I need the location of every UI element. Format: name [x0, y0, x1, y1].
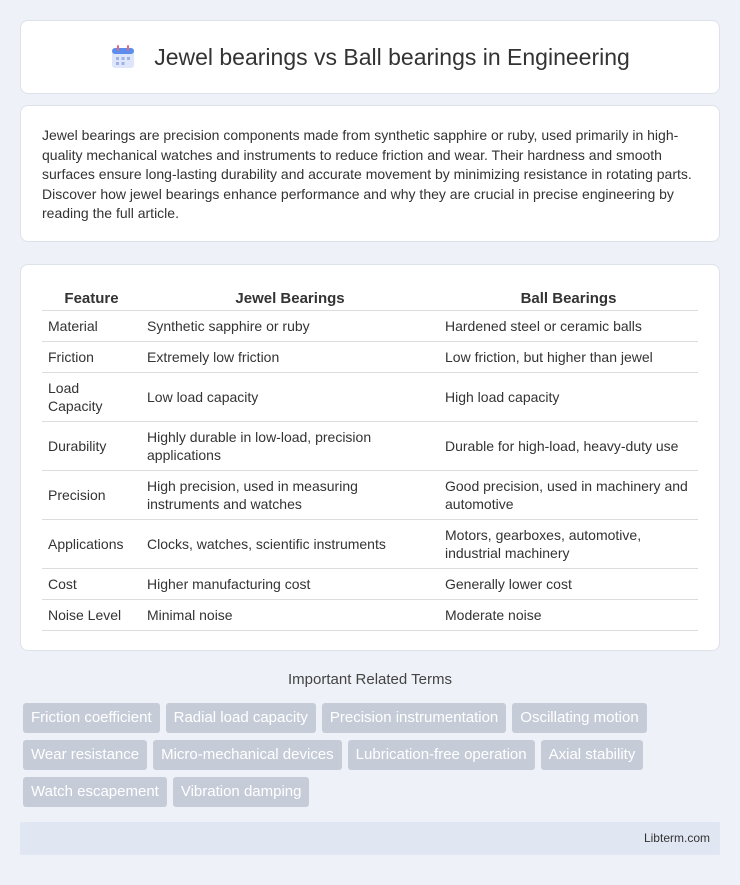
- table-row: [42, 422, 698, 471]
- tag-watch-escapement[interactable]: Watch escapement: [23, 777, 167, 807]
- row-ball: Motors, gearboxes, automotive, industrial machinery: [439, 520, 698, 569]
- intro-text: Jewel bearings are precision components made from synthetic sapphire or ruby, used primarily in high-quality mechanical watches and instruments to reduce friction and wear. Their hardness and smooth surfaces ensure long-lasting durability and accurate movement by minimizing resistance in rotating parts. Discover how jewel bearings enhance performance and why they are crucial in precise engineering by reading the full article.: [42, 127, 692, 221]
- header-card: [20, 20, 720, 94]
- tag-axial-stability[interactable]: Axial stability: [541, 740, 644, 770]
- row-ball: Good precision, used in machinery and automotive: [439, 471, 698, 520]
- row-feature: Friction: [42, 342, 141, 373]
- calendar-icon: [110, 44, 136, 70]
- footer-brand-link[interactable]: Libterm.com: [643, 831, 710, 845]
- table-row: [42, 311, 698, 342]
- tag-oscillating-motion[interactable]: Oscillating motion: [512, 703, 646, 733]
- tag-micro-mechanical-devices[interactable]: Micro-mechanical devices: [153, 740, 342, 770]
- tag-lubrication-free-operation[interactable]: Lubrication-free operation: [348, 740, 535, 770]
- row-jewel: Clocks, watches, scientific instruments: [141, 520, 439, 569]
- row-ball: High load capacity: [439, 373, 698, 422]
- page-title: Jewel bearings vs Ball bearings in Engineering: [154, 43, 630, 70]
- table-row: [42, 471, 698, 520]
- row-feature: Load Capacity: [42, 373, 141, 422]
- row-feature: Durability: [42, 422, 141, 471]
- header-feature: Feature: [42, 285, 141, 311]
- tag-precision-instrumentation[interactable]: Precision instrumentation: [322, 703, 506, 733]
- related-tags: [23, 703, 723, 807]
- row-jewel: High precision, used in measuring instruments and watches: [141, 471, 439, 520]
- row-ball: Durable for high-load, heavy-duty use: [439, 422, 698, 471]
- tag-radial-load-capacity[interactable]: Radial load capacity: [166, 703, 316, 733]
- table-row: [42, 520, 698, 569]
- row-jewel: Higher manufacturing cost: [141, 569, 439, 600]
- header-ball: Ball Bearings: [439, 285, 698, 311]
- row-ball: Moderate noise: [439, 600, 698, 631]
- row-jewel: Minimal noise: [141, 600, 439, 631]
- row-ball: Low friction, but higher than jewel: [439, 342, 698, 373]
- row-feature: Noise Level: [42, 600, 141, 631]
- row-jewel: Low load capacity: [141, 373, 439, 422]
- table-row: [42, 569, 698, 600]
- table-row: [42, 600, 698, 631]
- title-wrap: [110, 44, 630, 71]
- related-terms-title: Important Related Terms: [288, 671, 452, 688]
- row-ball: Generally lower cost: [439, 569, 698, 600]
- table-header-row: [42, 285, 698, 311]
- tag-friction-coefficient[interactable]: Friction coefficient: [23, 703, 160, 733]
- tag-wear-resistance[interactable]: Wear resistance: [23, 740, 147, 770]
- row-feature: Material: [42, 311, 141, 342]
- header-jewel: Jewel Bearings: [141, 285, 439, 311]
- row-feature: Precision: [42, 471, 141, 520]
- table-row: [42, 373, 698, 422]
- footer: [20, 822, 720, 855]
- row-jewel: Synthetic sapphire or ruby: [141, 311, 439, 342]
- comparison-table: [42, 285, 698, 631]
- comparison-table-card: [20, 264, 720, 651]
- row-jewel: Highly durable in low-load, precision applications: [141, 422, 439, 471]
- row-feature: Cost: [42, 569, 141, 600]
- row-feature: Applications: [42, 520, 141, 569]
- table-row: [42, 342, 698, 373]
- row-jewel: Extremely low friction: [141, 342, 439, 373]
- row-ball: Hardened steel or ceramic balls: [439, 311, 698, 342]
- intro-card: [20, 105, 720, 242]
- tag-vibration-damping[interactable]: Vibration damping: [173, 777, 310, 807]
